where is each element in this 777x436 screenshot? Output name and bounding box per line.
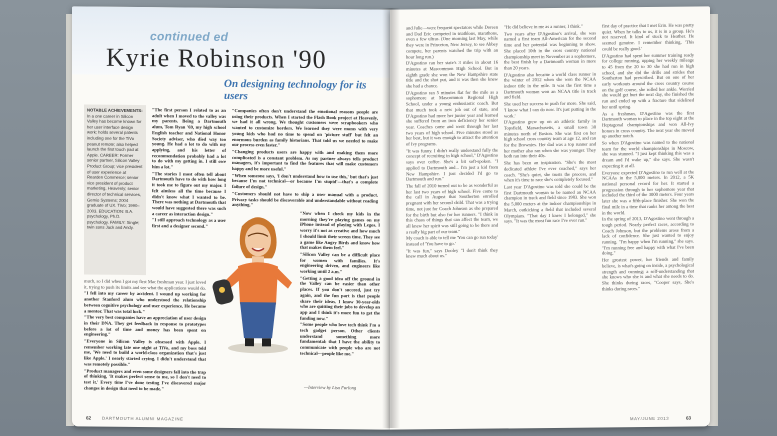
left-page <box>72 6 390 429</box>
right-column-2 <box>504 24 596 409</box>
paragraph: My coach is able to tell me 'You can go run today' instead of 'You have to go.' <box>406 234 498 247</box>
paragraph: "When someone says, 'I don't understand how to use this,' but that's just because I'm not technical—or because I'm stupid'—that's a complete failure of design." <box>232 172 378 190</box>
paragraph: "Customers should not have to ship a user manual with a product. Privacy tasks should be discoverable and understandable without reading anything." <box>232 190 378 208</box>
paragraph: She used her success to push for more. She said, 'I know what I can do now. It's just putting in the work.' <box>504 100 596 119</box>
interview-credit: —Interview by Lisa Furlong <box>304 384 357 391</box>
paragraph: "I still approach technology as a user first and a designer second." <box>152 217 226 229</box>
paragraph: D'Agostino ran her state's 3 miles in about 16 minutes at Mascommon High School. But in eighth grade she won the New Hampshire state title and the shot put, and it was then she knew she had a chance. <box>406 59 498 89</box>
paragraph: "He did believe in me as a runner, I think." <box>504 23 583 30</box>
paragraph: "It was fun," says Dooley "I don't think they knew much about us." <box>406 247 498 259</box>
page-number: 63 <box>686 415 692 421</box>
paragraph: "Getting a good idea off the ground in the Valley can be easier than other places. If you don't succeed, just try again, and the fun part is that people share their ideas. I know 30-year-olds who are quitting their jobs to develop an app and I think it's more fun to get the funding now." <box>300 275 380 321</box>
paragraph: "Changing products users are happy with and making them more complicated is a constant problem. As my partner always tells product managers, it's important to find the features that will make customers happy and be more useful." <box>232 148 378 172</box>
left-column-3-bottom <box>300 211 380 384</box>
paragraph: Her greatest power, her friends and family believe, is what's going on inside, a psychological strength and cunning; a self-understanding that she knows who she is and what she needs to do. She thinks during races, "Cooper says, She's thinks during races." <box>602 256 694 292</box>
bio-sidebar <box>84 104 146 275</box>
paragraph: much, so I did when I got my first Mac freshman year. I just loved it, trying to push its limits and see what the applications would do. <box>84 278 206 291</box>
paragraph: In the spring of 2013, D'Agostino went through a tough period. Nearly perfect races, according to Coach Johnson, but the problems arose from a lack of confidence. She just wanted to enjoy running. "I'm happy when I'm running," she says. "I'm running free and happy with what I've been doing." <box>602 215 694 256</box>
article-title: Kyrie Robinson '90 <box>106 42 327 75</box>
sidebar-heading: NOTABLE ACHIEVEMENTS: <box>87 107 143 114</box>
sidebar-text: In a one career in Silicon Valley has become known for her user interface design work; holds several patents including one for the TiVo peanut remote; also helped launch the first touch pad at Apple. CAREER: Former senior partner, Silicon Valley Product Group; vice president of user experience at Rearden Commerce; senior vice president of product marketing, Heavenly; senior director of technical services, Gemio Systems; 2004 graduate of UX. TiVo; 1990–2003. EDUCATION: B.A. psychology, Ph.D. psychology. FAMILY: Single; twin sons Jack and Andy. <box>87 113 143 231</box>
paragraph: "The stories I most often tell about Dartmouth have to do with how long it took me to figure out my major. I felt aimless all the time because I didn't know what I wanted to be. There was nothing at Dartmouth that would have suggested there was such a career as interaction design." <box>152 170 226 217</box>
paragraph: D'Agostino ran 5 minutes flat for the mile as a sophomore at Mascommon Regional High School, under a young enthusiastic coach. But that much took a new job out of state, and D'Agostino had more her junior year and learned she suffered from an iron deficiency her senior year. Coaches came and went through her last two years of high school. Five minutes stood as her best, but it was enough to attract the attention of Ivy programs. <box>406 89 498 147</box>
paragraph: The fall of 2010 turned out to be as wonderful as her last two years of high school. Five come to the call in August that Southerton enrolled pregnant with her second child. That was a trying time, not just for Coach Johnson as she prepared for the birth but also for her runners. "I think in this chaos of things that can affect the team, we all knew her spirit was still going to be there and a really big part of our team." <box>406 182 498 235</box>
paragraph: first day of practice that I met Erin. He was pretty quiet. When he talks to us, it is in a group. He's not reserved. It kind of stuck to Heather. He seemed genuine. I remember thinking, 'This could be really good.' <box>602 22 694 52</box>
caricature-illustration <box>212 206 298 357</box>
spine-gutter <box>382 8 400 428</box>
paragraph: So when D'Agostino was named to the national team for the world championships in Moscow, she was stunned. "I just kept thinking this was a dream and I'd wake up," she says. She wasn't expecting it at all. <box>602 139 694 169</box>
paragraph: "Silicon Valley can be a difficult place for women with families. It's engineering driven, and engineers like working until 2 a.m." <box>300 251 380 275</box>
paragraph: "Now when I check my kids in the morning they're playing games on my iPhone instead of playing with Legos. I worry it's not as creative and how much I should limit their screen time. They see a game like Angry Birds and know how that makes them feel." <box>300 210 380 251</box>
left-column-1 <box>84 278 206 409</box>
right-column-1 <box>406 25 498 410</box>
paragraph: "I fell into my career by accident. I wound up working for another Stanford alum who understood the relationship between cognitive psychology and user experience. He became a mentor. That was total luck." <box>84 290 206 314</box>
paragraph: "The very best companies have an appreciation of user design in their DNA. They get feedback in response to prototypes before a lot of time and money has been spent on engineering." <box>84 314 206 338</box>
paragraph: She has been an inspiration. "She's the most dedicated athlete I've ever coached," says her coach. "She's quiet, she trusts the process, and when it's time to race she's completely focused." <box>504 159 596 183</box>
paragraph: "The first person I related to as an adult when I moved to the valley was my parents. Being a Dartmouth alum, Tom Ryan '69, my high school English teacher and National Honor Society adviser, who died way too young. He had a lot to do with my applying, and his letter of recommendation probably had a lot to do with my getting in. I still owe him a lot." <box>152 107 226 170</box>
page-footer: DARTMOUTH ALUMNI MAGAZINE <box>102 415 184 422</box>
paragraph: "Product managers and even some designers fall into the trap of thinking, 'It makes perfect sense to me, so I don't need to test it.' Every time I've done testing I've discovered major changes in design that need to be made." <box>84 368 206 391</box>
paragraph: As a freshman, D'Agostino was the first Dartmouth woman to place in the top eight at the Heptagonal championships and won All-Ivy honors in cross country. The next year she moved up another notch. <box>602 110 694 139</box>
paragraph: and Julie—were frequent spectators while Doreen and Dad Eric competed in triathlons, marathons, even a few ultras. (One morning last May, while they were in Princeton, New Jersey, to see Abbey compete, her parents watched the trip with an hour long run.) <box>406 24 498 60</box>
paragraph: "Some people who love tech think I'm a tech gadget person. Other clients understand something more fundamental: that I have the ability to communicate with people who are not technical—people like me." <box>300 322 380 357</box>
paragraph: "It was funny. I didn't really understand fully the concept of recruiting in high school," D'Agostino says over coffee. She's a bit soft-spoken. "I applied to Dartmouth and... I'm just a kid from New Hampshire. I just decided I'd go to Dartmouth and run." <box>406 147 498 182</box>
paragraph: D'Agostino had spent her summer training ready for college running, upping her weekly mileage to 45 from the 20 to 30 she had run in high school, and she did the drills and strides that Southerton had prescribed. But on one of her early workouts around the cross country course on the golf course, she rolled her ankle. Worried she would get hurt the next day, she finished the run and ended up with a fracture that sidelined her until spring. <box>602 52 694 110</box>
paragraph: Two years after D'Agostino's arrival, she was named a first team All-American for the second time and her potential was beginning to show. She placed 10th in the cross country national championship meet in November as a sophomore, the best finish by a Dartmouth woman in more than 20 years. <box>504 30 596 71</box>
paragraph: Everyone expected D'Agostino to run well at the NCAAs in the 5,000 meters. In 2012, a 5K national personal record for her. It started a progression through to her sophomore year that included the third of the 3000 meters. Four years later she was a fifth-place finisher. She won the final mile in a time that ranks her among the best in the world. <box>602 169 694 215</box>
right-page <box>390 6 710 429</box>
paragraph: D'Agostino also became a world class runner in the winter of 2012 when she won the NCAA indoor title in the mile. It was the first time a Dartmouth woman won an NCAA title in track and field. <box>504 71 596 100</box>
paragraph: "Everyone in Silicon Valley is obsessed with Apple. I remember working late one night at TiVo, and my boss told me, 'We need to build a world-class organization that's just like Apple.' I nearly started crying. I didn't understand that was remotely possible." <box>84 338 206 367</box>
page-footer: MAY/JUNE 2013 <box>630 415 670 422</box>
article-subtitle: On designing technology for its users <box>224 77 367 103</box>
paragraph: Last year D'Agostino was told she could be the first Dartmouth woman to be named an NCAA champion in track and field since 1983. She won the 5,000 meters at the indoor championships in March, outkicking a field that included several Olympians. "That day I knew I belonged," she says. "It was the most fun race I've ever run." <box>504 183 596 224</box>
page-number: 62 <box>86 415 92 421</box>
paragraph: D'Agostino grew up on an athletic family in Topsfield, Massachusetts, a small town 30 minutes north of Boston. She was first on her high school cross country team at age 12, and ran for the Brownies. Her dad was a top runner and her mother also ran when she was younger. They both ran into their 40s. <box>504 118 596 159</box>
section-label: continued ed <box>150 29 229 44</box>
right-column-3 <box>602 22 694 407</box>
paragraph: "Companies often don't understand the emotional reasons people are using their products. When I started the Flash Book project at Heavenly, we had it all wrong. We thought customers were scrapbookers who wanted to customize borders. We learned they were moms with very young kids who had no time to spend on 'picture stuff' but felt an enormous burden as family historians. That told us we needed to make our process even faster." <box>232 108 378 148</box>
left-column-3-top <box>232 108 378 210</box>
